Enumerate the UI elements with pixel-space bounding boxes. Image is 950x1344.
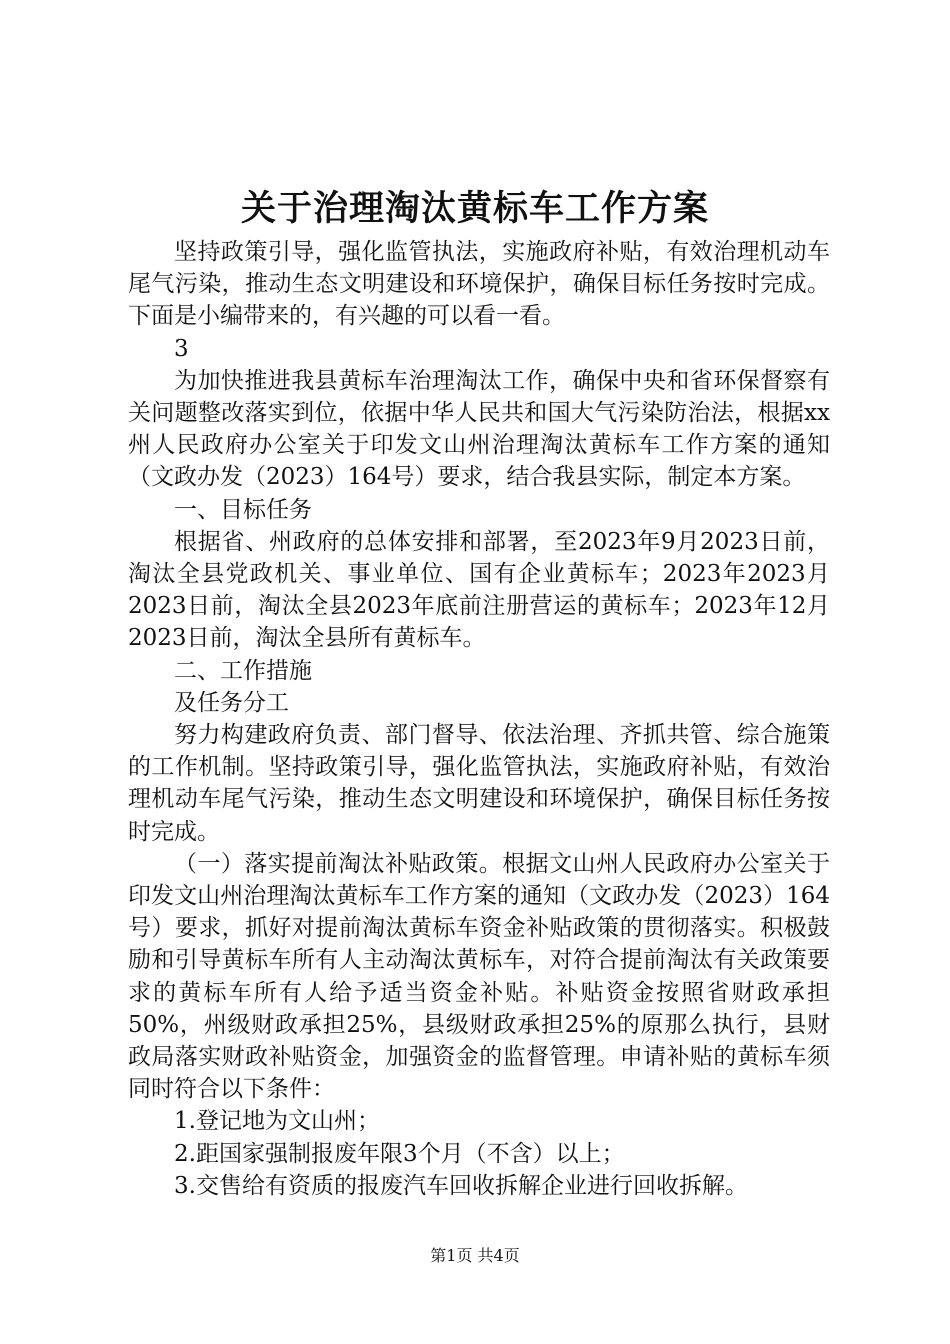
paragraph-intro: 坚持政策引导，强化监管执法，实施政府补贴，有效治理机动车尾气污染，推动生态文明建设和环境保护，确保目标任务按时完成。下面是小编带来的，有兴趣的可以看一看。 xyxy=(128,239,830,330)
list-item-condition-2: 2.距国家强制报废年限3个月（不含）以上； xyxy=(174,1140,625,1167)
paragraph-number: 3 xyxy=(174,335,189,362)
paragraph-goals: 根据省、州政府的总体安排和部署，至2023年9月2023日前，淘汰全县党政机关、事业单位、国有企业黄标车；2023年2023月2023日前，淘汰全县2023年底前注册营运的黄标车；2023年12月2023日前，淘汰全县所有黄标车。 xyxy=(128,528,830,652)
list-item-condition-1: 1.登记地为文山州； xyxy=(174,1108,380,1135)
paragraph-mechanism: 努力构建政府负责、部门督导、依法治理、齐抓共管、综合施策的工作机制。坚持政策引导，强化监管执法，实施政府补贴，有效治理机动车尾气污染，推动生态文明建设和环境保护，确保目标任务按时完成。 xyxy=(128,722,830,845)
list-item-condition-3: 3.交售给有资质的报废汽车回收拆解企业进行回收拆解。 xyxy=(174,1172,748,1199)
section-heading-measures: 二、工作措施 xyxy=(174,657,312,684)
page-footer: 第1页 共4页 xyxy=(430,1246,520,1265)
document-body xyxy=(128,236,830,1202)
paragraph-subsidy-policy: （一）落实提前淘汰补贴政策。根据文山州人民政府办公室关于印发文山州治理淘汰黄标车工作方案的通知（文政办发（2023）164号）要求，抓好对提前淘汰黄标车资金补贴政策的贯彻落实。积极鼓励和引导黄标车所有人主动淘汰黄标车，对符合提前淘汰有关政策要求的黄标车所有人给予适当资金补贴。补贴资金按照省财政承担50%，州级财政承担25%，县级财政承担25%的原那么执行，县财政局落实财政补贴资金，加强资金的监督管理。申请补贴的黄标车须同时符合以下条件： xyxy=(128,850,830,1103)
section-heading-goals: 一、目标任务 xyxy=(174,496,312,523)
document-title: 关于治理淘汰黄标车工作方案 xyxy=(240,188,709,229)
section-heading-measures-continued: 及任务分工 xyxy=(174,689,289,716)
paragraph-purpose: 为加快推进我县黄标车治理淘汰工作，确保中央和省环保督察有关问题整改落实到位，依据中华人民共和国大气污染防治法，根据xx州人民政府办公室关于印发文山州治理淘汰黄标车工作方案的通知（文政办发（2023）164号）要求，结合我县实际，制定本方案。 xyxy=(128,367,830,491)
